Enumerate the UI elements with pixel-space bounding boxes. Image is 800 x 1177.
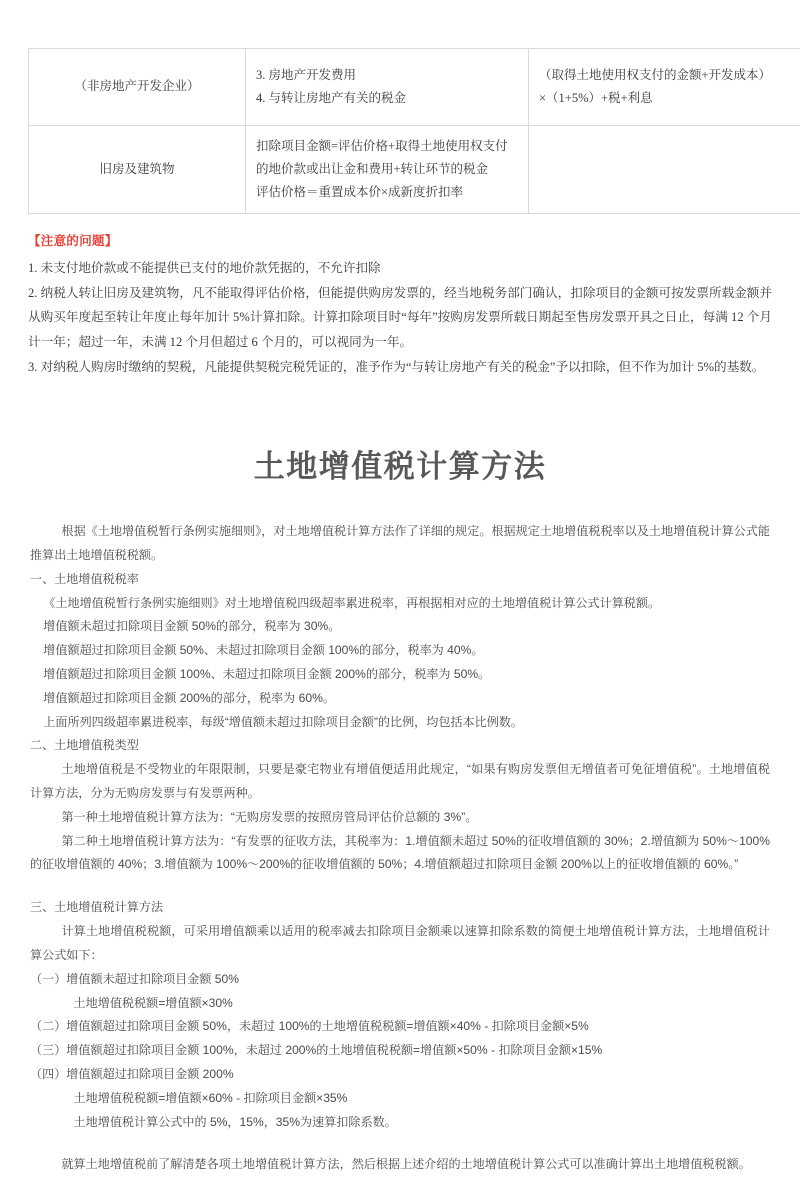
section-heading-3: 三、土地增值税计算方法 xyxy=(30,896,770,920)
formula-label: （二）增值额超过扣除项目金额 50%，未超过 100%的土地增值税税额=增值额×40% - 扣除项目金额×5% xyxy=(30,1015,770,1039)
article-body xyxy=(28,520,772,1177)
section3-body: 计算土地增值税税额，可采用增值额乘以适用的税率减去扣除项目金额乘以速算扣除系数的简便土地增值税计算方法，土地增值税计算公式如下： xyxy=(30,920,770,968)
item-line: 评估价格＝重置成本价×成新度折扣率 xyxy=(256,181,518,204)
section2-method-two: 第二种土地增值税计算方法为：“有发票的征收方法，其税率为：1.增值额未超过 50%的征收增值额的 30%；2.增值额为 50%～100%的征收增值额的 40%；3.增值额为 100%～200%的征收增值额的 50%；4.增值额超过扣除项目金额 200%以上的征收增值额的 60%。” xyxy=(30,830,770,878)
article-intro: 根据《土地增值税暂行条例实施细则》，对土地增值税计算方法作了详细的规定。根据规定土地增值税税率以及土地增值税计算公式能推算出土地增值税税额。 xyxy=(30,520,770,568)
section1-line: 上面所列四级超率累进税率，每级“增值额未超过扣除项目金额”的比例，均包括本比例数。 xyxy=(30,711,770,735)
table-cell-formula xyxy=(529,49,800,126)
table-cell-category: 旧房及建筑物 xyxy=(29,126,246,214)
article-closing: 就算土地增值税前了解清楚各项土地增值税计算方法，然后根据上述介绍的土地增值税计算公式可以准确计算出土地增值税税额。 xyxy=(30,1153,770,1177)
section1-line: 增值额超过扣除项目金额 100%、未超过扣除项目金额 200%的部分，税率为 50%。 xyxy=(30,663,770,687)
table-row xyxy=(29,126,800,214)
formula-label: （三）增值额超过扣除项目金额 100%，未超过 200%的土地增值税税额=增值额×50% - 扣除项目金额×15% xyxy=(30,1039,770,1063)
table-row xyxy=(29,49,800,126)
deduction-items-table xyxy=(28,48,800,214)
section1-line: 增值额超过扣除项目金额 50%、未超过扣除项目金额 100%的部分，税率为 40%。 xyxy=(30,639,770,663)
table-cell-items xyxy=(246,126,529,214)
section-heading-2: 二、土地增值税类型 xyxy=(30,734,770,758)
item-line: 扣除项目金额=评估价格+取得土地使用权支付 xyxy=(256,135,518,158)
section2-method-one: 第一种土地增值税计算方法为：“无购房发票的按照房管局评估价总额的 3%”。 xyxy=(30,806,770,830)
formula-expr: 土地增值税税额=增值额×60% - 扣除项目金额×35% xyxy=(30,1087,770,1111)
item-line: 的地价款或出让金和费用+转让环节的税金 xyxy=(256,158,518,181)
notice-item: 2. 纳税人转让旧房及建筑物，凡不能取得评估价格，但能提供购房发票的，经当地税务部门确认，扣除项目的金额可按发票所载金额并从购买年度起至转让年度止每年加计 5%计算扣除。计算扣除项目时“每年”按购房发票所载日期起至售房发票开具之日止，每满 12 个月计一年；超过一年，未满 12 个月但超过 6 个月的，可以视同为一年。 xyxy=(28,281,772,355)
section1-line: 《土地增值税暂行条例实施细则》对土地增值税四级超率累进税率，再根据相对应的土地增值税计算公式计算税额。 xyxy=(30,592,770,616)
table-cell-items xyxy=(246,49,529,126)
table-cell-category: （非房地产开发企业） xyxy=(29,49,246,126)
notice-item: 3. 对纳税人购房时缴纳的契税，凡能提供契税完税凭证的，准予作为“与转让房地产有关的税金”予以扣除，但不作为加计 5%的基数。 xyxy=(28,355,772,380)
section1-line: 增值额超过扣除项目金额 200%的部分，税率为 60%。 xyxy=(30,687,770,711)
section1-line: 增值额未超过扣除项目金额 50%的部分，税率为 30%。 xyxy=(30,615,770,639)
table-cell-formula-empty xyxy=(529,126,800,214)
page-title: 土地增值税计算方法 xyxy=(28,441,772,486)
formula-expr: 土地增值税税额=增值额×30% xyxy=(30,992,770,1016)
formula-line: （取得土地使用权支付的金额+开发成本） xyxy=(539,64,800,87)
section2-body: 土地增值税是不受物业的年限限制，只要是豪宅物业有增值便适用此规定，“如果有购房发票但无增值者可免征增值税”。土地增值税计算方法，分为无购房发票与有发票两种。 xyxy=(30,758,770,806)
notice-block xyxy=(28,231,772,379)
item-line: 3. 房地产开发费用 xyxy=(256,64,518,87)
notice-item: 1. 未支付地价款或不能提供已支付的地价款凭据的，不允许扣除 xyxy=(28,256,772,281)
formula-label: （四）增值额超过扣除项目金额 200% xyxy=(30,1063,770,1087)
formula-label: （一）增值额未超过扣除项目金额 50% xyxy=(30,968,770,992)
formula-line: ×（1+5%）+税+利息 xyxy=(539,87,800,110)
section-heading-1: 一、土地增值税税率 xyxy=(30,568,770,592)
notice-title: 【注意的问题】 xyxy=(28,231,772,249)
item-line: 4. 与转让房地产有关的税金 xyxy=(256,87,518,110)
coefficient-note: 土地增值税计算公式中的 5%，15%，35%为速算扣除系数。 xyxy=(30,1111,770,1135)
